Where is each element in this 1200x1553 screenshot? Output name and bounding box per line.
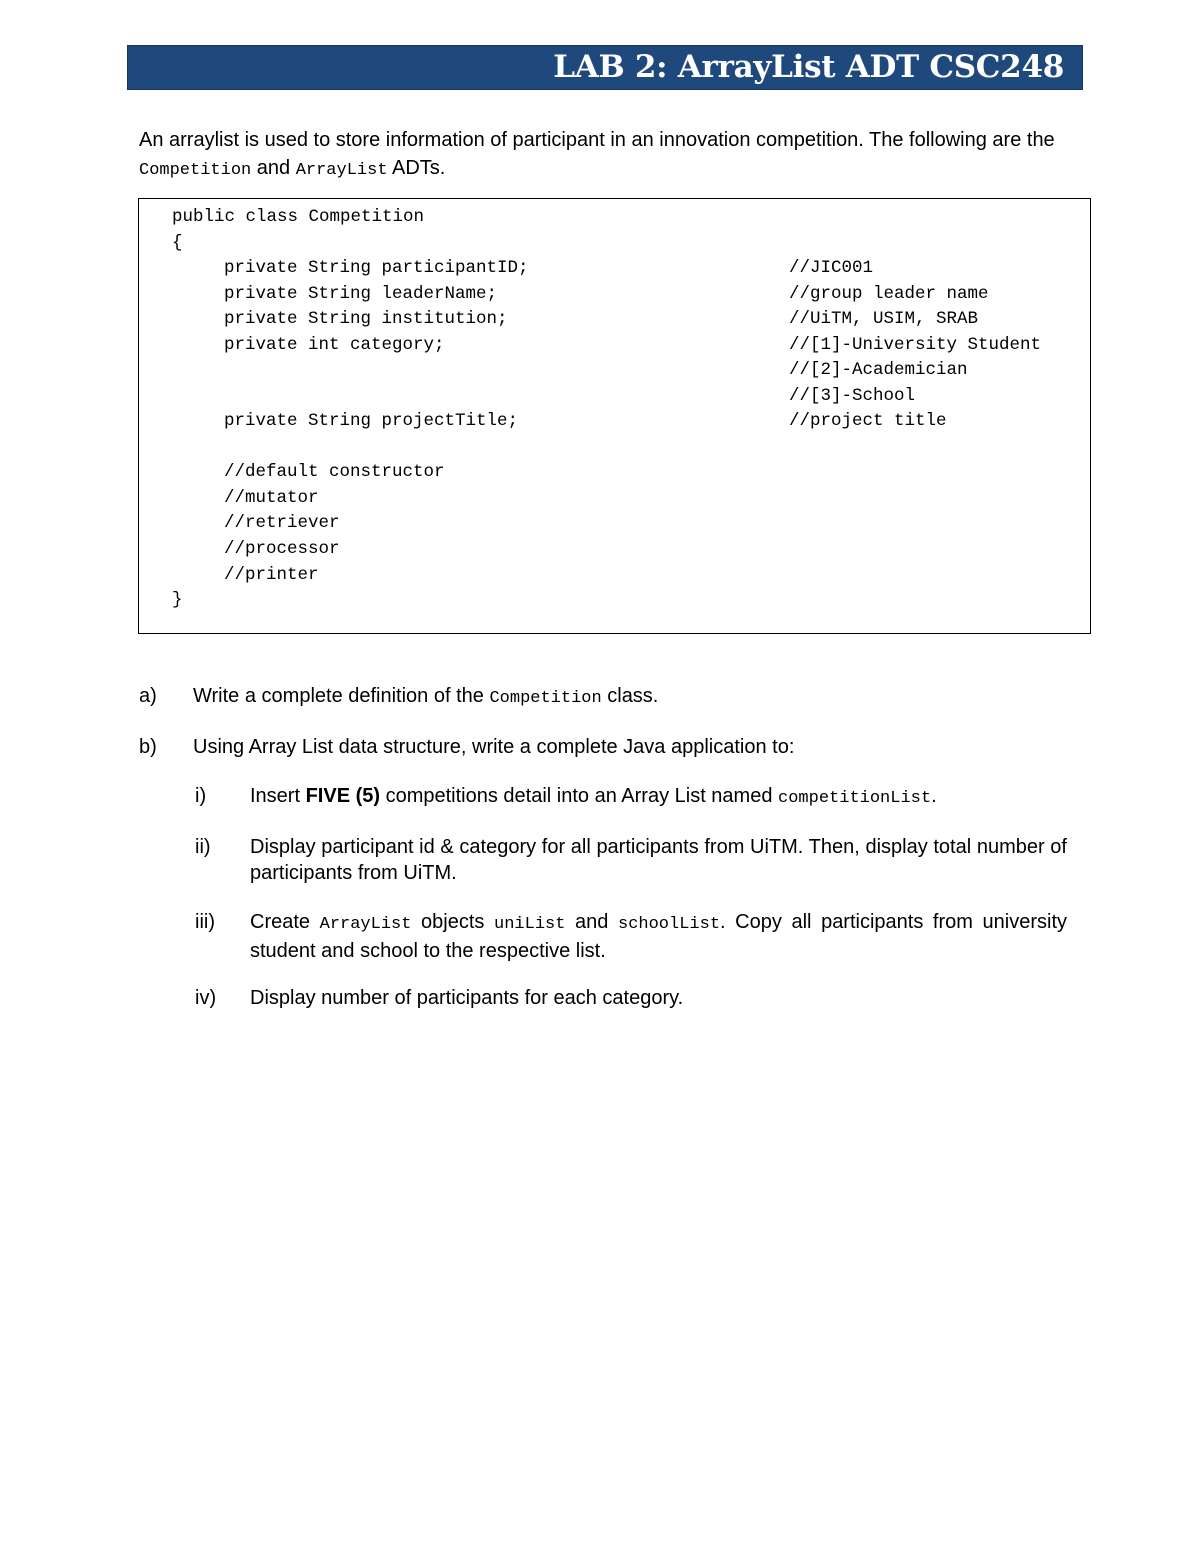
page-title: LAB 2: ArrayList ADT CSC248 bbox=[553, 49, 1064, 85]
code-field-decl: private String leaderName; bbox=[224, 284, 498, 304]
subquestion-ii-text: Display participant id & category for all participants from UiTM. Then, display total number of participants from UiTM. bbox=[250, 836, 1067, 884]
subquestion-ii-label: ii) bbox=[195, 836, 211, 858]
code-class-line: public class Competition bbox=[172, 207, 425, 227]
subquestion-iii-code: ArrayList bbox=[319, 915, 412, 934]
question-b-label: b) bbox=[139, 736, 157, 758]
question-text-part: class. bbox=[601, 685, 659, 707]
question-text-part: . bbox=[931, 785, 937, 807]
intro-text: ADTs. bbox=[387, 157, 446, 179]
code-close-brace: } bbox=[172, 590, 183, 610]
subquestion-i-code: competitionList bbox=[778, 789, 932, 808]
code-method-comment: //default constructor bbox=[224, 462, 445, 482]
subquestion-iii-code: uniList bbox=[494, 915, 566, 934]
code-field-decl: private String projectTitle; bbox=[224, 411, 519, 431]
code-field-comment: //[1]-University Student bbox=[789, 335, 1042, 355]
code-block bbox=[138, 198, 1091, 634]
question-text-part: competitions detail into an Array List named bbox=[380, 785, 779, 807]
code-method-comment: //mutator bbox=[224, 488, 319, 508]
code-method-comment: //printer bbox=[224, 565, 319, 585]
header-bar bbox=[127, 45, 1083, 90]
intro-text: An arraylist is used to store information of participant in an innovation competition. The following are the bbox=[139, 129, 1055, 151]
question-b-text: Using Array List data structure, write a complete Java application to: bbox=[193, 736, 795, 758]
intro-code-arraylist: ArrayList bbox=[295, 161, 388, 180]
subquestion-iv-label: iv) bbox=[195, 987, 217, 1009]
question-a-text bbox=[193, 683, 1073, 712]
question-text-part: Insert bbox=[250, 785, 306, 807]
subquestion-i-label: i) bbox=[195, 785, 207, 807]
intro-text: and bbox=[251, 157, 296, 179]
question-bold-text: FIVE (5) bbox=[305, 785, 381, 807]
question-a-label: a) bbox=[139, 685, 157, 707]
code-field-comment: //group leader name bbox=[789, 284, 989, 304]
subquestion-iii-label: iii) bbox=[195, 911, 215, 933]
code-open-brace: { bbox=[172, 233, 183, 253]
question-text-part: objects bbox=[411, 911, 495, 933]
intro-code-competition: Competition bbox=[139, 161, 252, 180]
code-field-decl: private String institution; bbox=[224, 309, 508, 329]
subquestion-i-text bbox=[250, 783, 1067, 812]
code-field-decl: private int category; bbox=[224, 335, 445, 355]
code-method-comment: //processor bbox=[224, 539, 340, 559]
code-field-comment: //[3]-School bbox=[789, 386, 916, 406]
code-method-comment: //retriever bbox=[224, 513, 340, 533]
subquestion-iii-text bbox=[250, 909, 1067, 964]
question-text-part: and bbox=[565, 911, 618, 933]
subquestion-iii-code: schoolList bbox=[618, 915, 721, 934]
question-text-part: Write a complete definition of the bbox=[193, 685, 490, 707]
code-field-comment: //UiTM, USIM, SRAB bbox=[789, 309, 979, 329]
code-field-comment: //project title bbox=[789, 411, 947, 431]
code-field-comment: //JIC001 bbox=[789, 258, 874, 278]
code-field-comment: //[2]-Academician bbox=[789, 360, 968, 380]
question-text-part: . Copy all participants from university student and school to the respective list. bbox=[250, 911, 1067, 962]
code-field-decl: private String participantID; bbox=[224, 258, 529, 278]
question-text-part: Create bbox=[250, 911, 320, 933]
intro-paragraph bbox=[139, 126, 1079, 185]
subquestion-iv-text: Display number of participants for each category. bbox=[250, 987, 684, 1009]
question-a-code: Competition bbox=[489, 689, 602, 708]
